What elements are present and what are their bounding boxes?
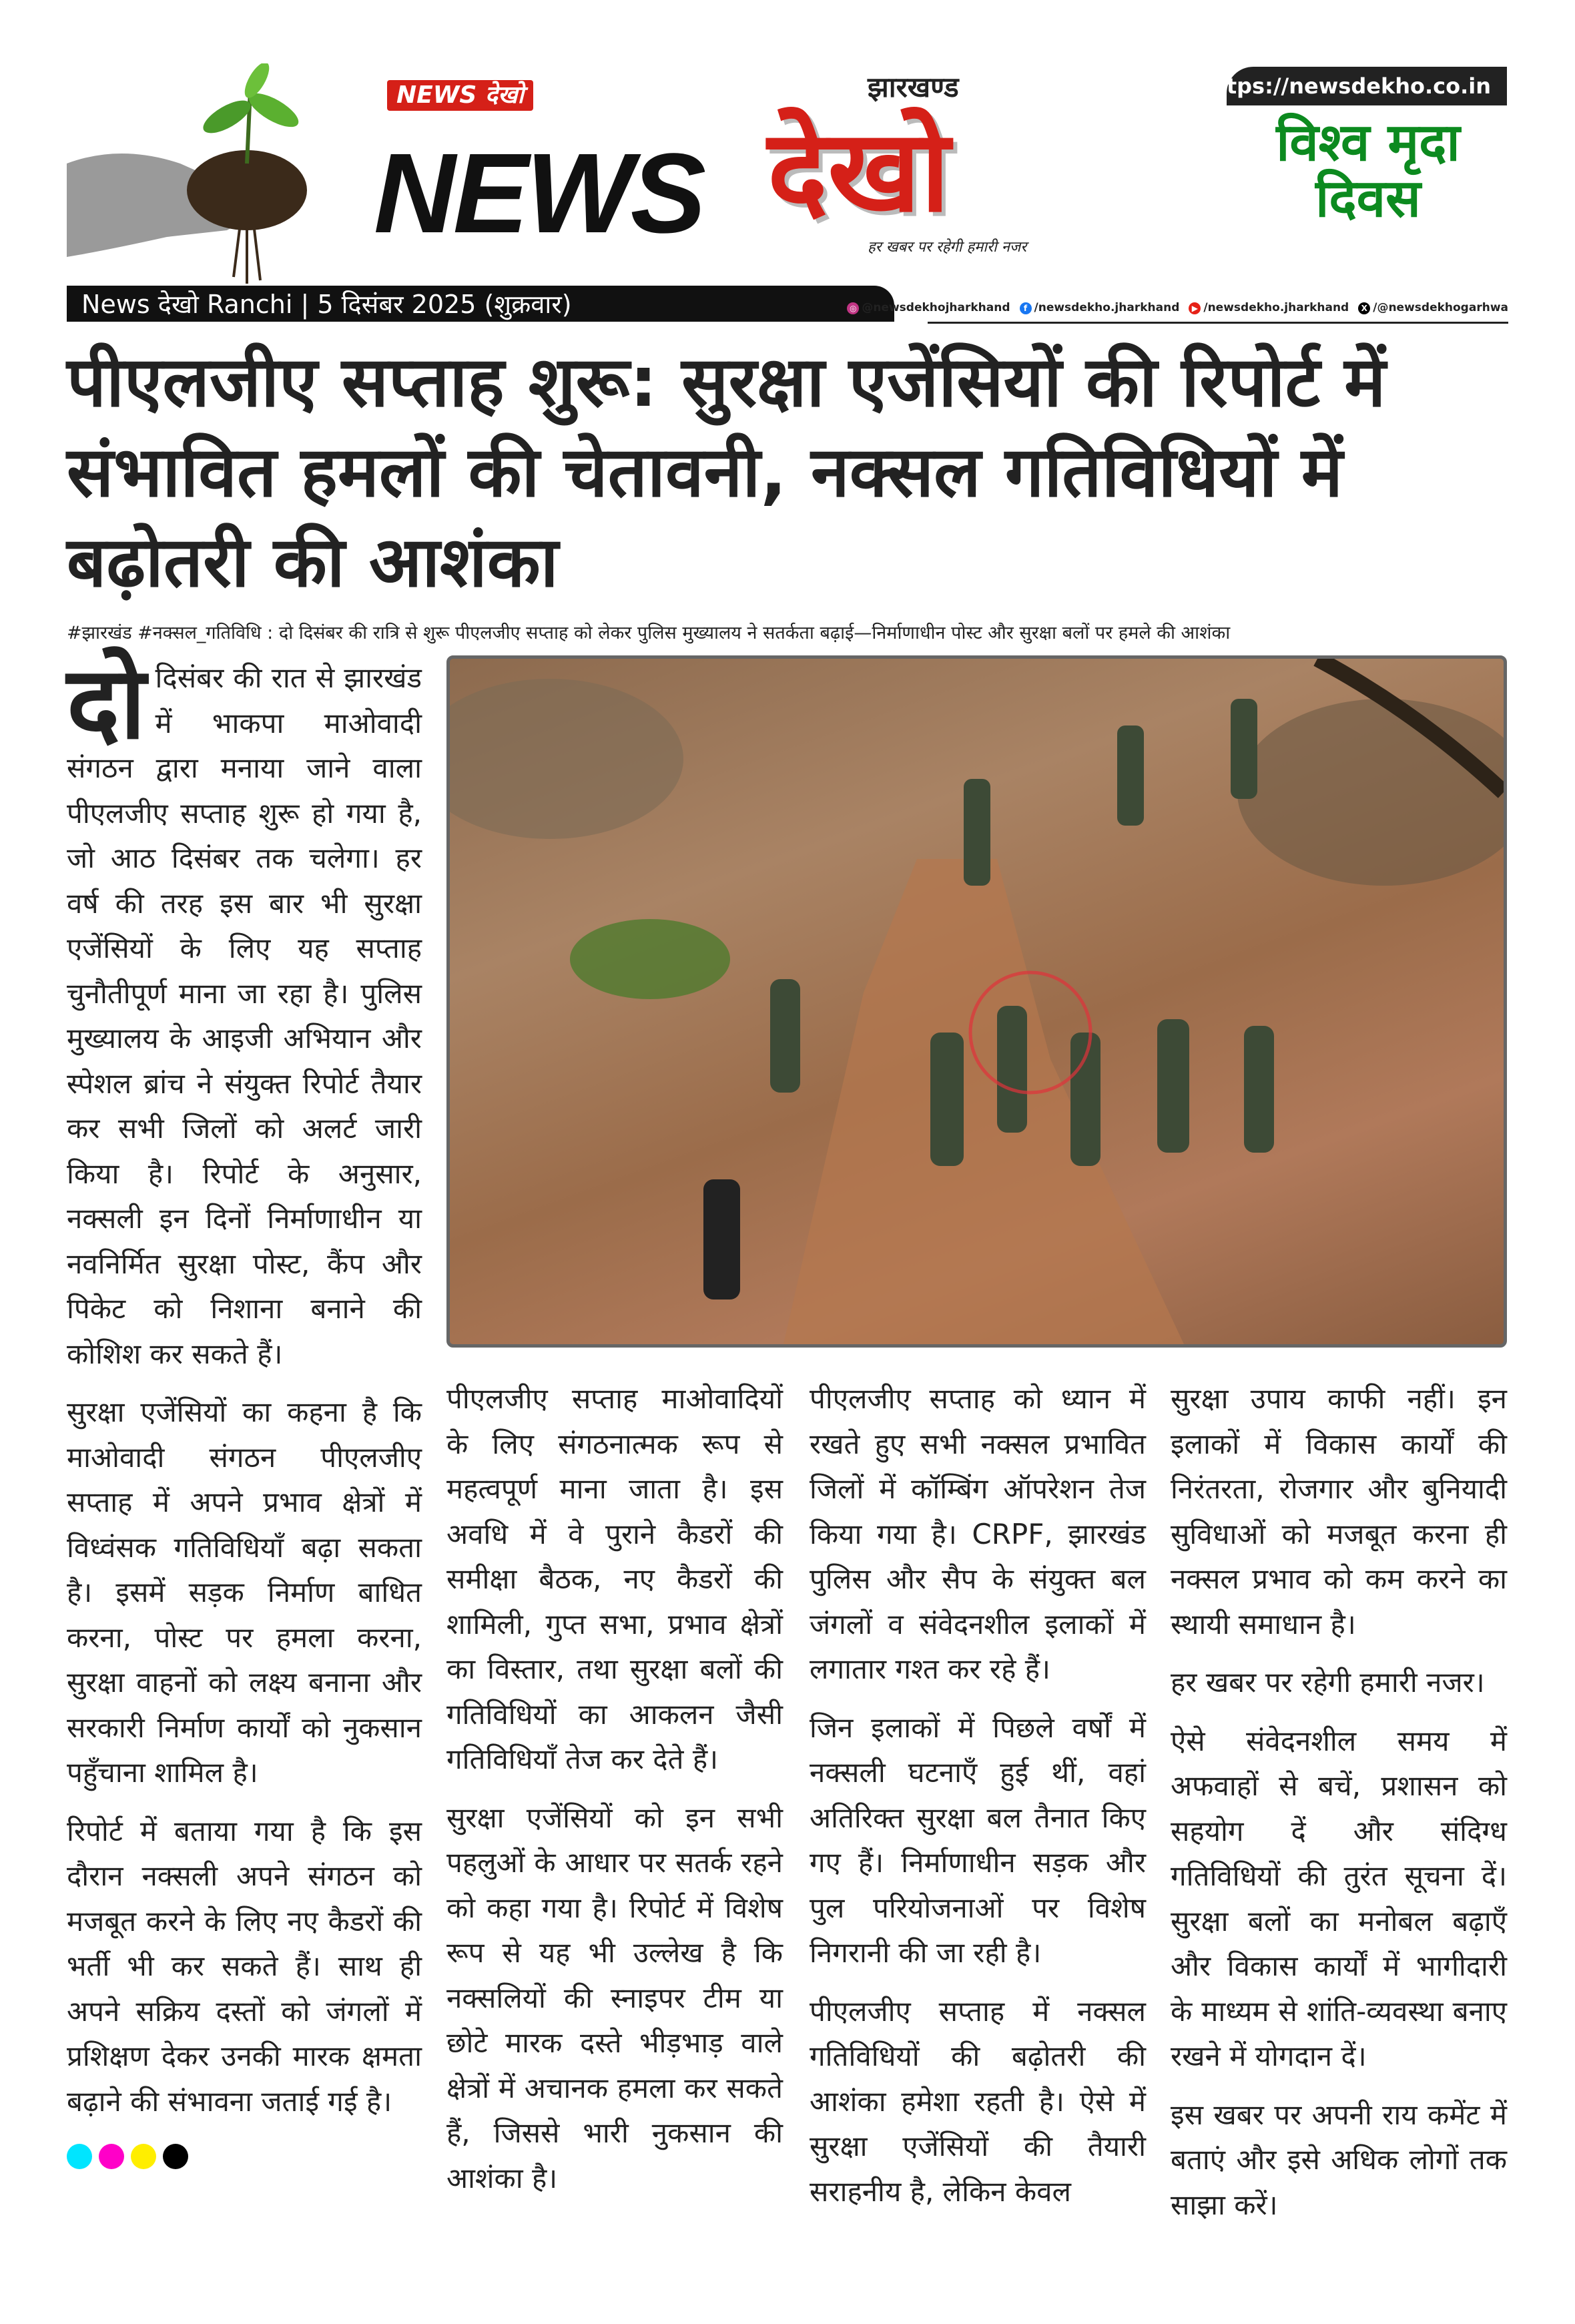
article-paragraph: सुरक्षा एजेंसियों को इन सभी पहलुओं के आधार पर सतर्क रहने को कहा गया है। रिपोर्ट में विशेष रूप से यह भी उल्लेख है कि नक्सलियों की स्नाइपर टीम या छोटे मारक दस्ते भीड़भाड़ वाले क्षेत्रों में अचानक हमला कर सकते हैं, जिससे भारी नुकसान की आशंका है। xyxy=(446,1801,783,2195)
website-url-text[interactable]: https://newsdekho.co.in xyxy=(1201,73,1491,99)
logo-dekho-word: देखो xyxy=(767,105,950,238)
edition-date-text: News देखो Ranchi | 5 दिसंबर 2025 (शुक्रवार) xyxy=(81,290,572,319)
social-x[interactable] xyxy=(1358,299,1508,316)
logo-state-label: झारखण्ड xyxy=(868,71,959,103)
article-paragraph: पीएलजीए सप्ताह को ध्यान में रखते हुए सभी नक्सल प्रभावित जिलों में कॉम्बिंग ऑपरेशन तेज किया गया है। CRPF, झारखंड पुलिस और सैप के संयुक्त बल जंगलों व संवेदनशील इलाकों में लगातार गश्त कर रहे हैं। xyxy=(810,1382,1146,1685)
article-paragraph: रिपोर्ट में बताया गया है कि इस दौरान नक्सली अपने संगठन को मजबूत करने के लिए नए कैडरों की भर्ती भी कर सकते हैं। साथ ही अपने सक्रिय दस्तों को जंगलों में प्रशिक्षण देकर उनकी मारक क्षमता बढ़ाने की संभावना जताई गई है। xyxy=(67,1814,422,2118)
article-column-3 xyxy=(810,1376,1146,2227)
instagram-icon: ◎ xyxy=(847,302,859,314)
social-facebook[interactable] xyxy=(1020,299,1180,316)
logo-small-tag: NEWS देखो xyxy=(387,80,533,111)
cyan-dot xyxy=(67,2144,92,2169)
social-youtube[interactable] xyxy=(1189,299,1349,316)
article-paragraph: ऐसे संवेदनशील समय में अफवाहों से बचें, प्रशासन को सहयोग दें और संदिग्ध गतिविधियों की तुरंत सूचना दें। सुरक्षा बलों का मनोबल बढ़ाएँ और विकास कार्यों में भागीदारी के माध्यम से शांति-व्यवस्था बनाए रखने में योगदान दें। xyxy=(1171,1724,1507,2072)
article-column-2 xyxy=(446,1376,783,2214)
soil-hand-plant-illustration xyxy=(67,63,320,284)
youtube-handle[interactable]: /newsdekho.jharkhand xyxy=(1203,301,1349,314)
facebook-handle[interactable]: /newsdekho.jharkhand xyxy=(1034,301,1180,314)
article-paragraph: सुरक्षा एजेंसियों का कहना है कि माओवादी संगठन पीएलजीए सप्ताह में अपने प्रभाव क्षेत्रों में विध्वंसक गतिविधियाँ बढ़ा सकता है। इसमें सड़क निर्माण बाधित करना, पोस्ट पर हमला करना, सुरक्षा वाहनों को लक्ष्य बनाना और सरकारी निर्माण कार्यों को नुकसान पहुँचाना शामिल है। xyxy=(67,1396,422,1789)
article-column-4 xyxy=(1171,1376,1507,2241)
article-paragraph: सुरक्षा उपाय काफी नहीं। इन इलाकों में विकास कार्यों की निरंतरता, रोजगार और बुनियादी सुविधाओं को मजबूत करना ही नक्सल प्रभाव को कम करने का स्थायी समाधान है। xyxy=(1171,1382,1507,1641)
social-instagram[interactable] xyxy=(847,299,1010,316)
article-headline: पीएलजीए सप्ताह शुरू: सुरक्षा एजेंसियों की रिपोर्ट में संभावित हमलों की चेतावनी, नक्सल गतिविधियों में बढ़ोतरी की आशंका xyxy=(67,341,1386,603)
article-paragraph: हर खबर पर रहेगी हमारी नजर। xyxy=(1171,1666,1485,1699)
article-summary-line: #झारखंड #नक्सल_गतिविधि : दो दिसंबर की रात्रि से शुरू पीएलजीए सप्ताह को लेकर पुलिस मुख्यालय ने सतर्कता बढ़ाई—निर्माणाधीन पोस्ट और सुरक्षा बलों पर हमले की आशंका xyxy=(67,623,1231,643)
article xyxy=(67,337,1508,2324)
logo-news-word: NEWS xyxy=(374,130,703,257)
article-paragraph: इस खबर पर अपनी राय कमेंट में बताएं और इसे अधिक लोगों तक साझा करें। xyxy=(1171,2098,1507,2221)
masthead-divider xyxy=(928,322,1508,324)
black-dot xyxy=(163,2144,188,2169)
edition-date-bar xyxy=(67,286,894,322)
drop-cap: दो xyxy=(67,645,146,762)
logo-slogan: हर खबर पर रहेगी हमारी नजर xyxy=(868,239,1027,256)
article-paragraph: जिन इलाकों में पिछले वर्षों में नक्सली घटनाएँ हुई थीं, वहां अतिरिक्त सुरक्षा बल तैनात किए गए हैं। निर्माणाधीन सड़क और पुल परियोजनाओं पर विशेष निगरानी की जा रही है। xyxy=(810,1711,1146,1969)
x-icon: X xyxy=(1358,302,1370,314)
special-day-banner: विश्व मृदा दिवस xyxy=(1276,113,1460,229)
logo-dekho-block xyxy=(767,70,1201,257)
social-links xyxy=(850,299,1508,316)
article-paragraph: पीएलजीए सप्ताह माओवादियों के लिए संगठनात्मक रूप से महत्वपूर्ण माना जाता है। इस अवधि में वे पुराने कैडरों की समीक्षा बैठक, नए कैडरों की शामिली, गुप्त सभा, प्रभाव क्षेत्रों का विस्तार, तथा सुरक्षा बलों की गतिविधियों का आकलन जैसी गतिविधियाँ तेज कर देते हैं। xyxy=(446,1382,783,1775)
article-photo-security-forces-patrol xyxy=(446,655,1507,1348)
paragraph-text: दिसंबर की रात से झारखंड में भाकपा माओवादी संगठन द्वारा मनाया जाने वाला पीएलजीए सप्ताह शुरू हो गया है, जो आठ दिसंबर तक चलेगा। हर वर्ष की तरह इस बार भी सुरक्षा एजेंसियों के लिए यह सप्ताह चुनौतीपूर्ण माना जा रहा है। पुलिस मुख्यालय के आइजी अभियान और स्पेशल ब्रांच ने संयुक्त रिपोर्ट तैयार कर सभी जिलों को अलर्ट जारी किया है। रिपोर्ट के अनुसार, नक्सली इन दिनों निर्माणाधीन या नवनिर्मित सुरक्षा पोस्ट, कैंप और पिकेट को निशाना बनाने की कोशिश कर सकते हैं। xyxy=(67,661,422,1370)
instagram-handle[interactable]: @newsdekhojharkhand xyxy=(862,301,1010,314)
x-handle[interactable]: /@newsdekhogarhwa xyxy=(1373,301,1508,314)
article-body xyxy=(67,645,1508,2324)
print-registration-marks xyxy=(67,2144,422,2169)
youtube-icon: ▶ xyxy=(1189,302,1201,314)
magenta-dot xyxy=(99,2144,124,2169)
yellow-dot xyxy=(131,2144,156,2169)
article-paragraph xyxy=(67,645,422,1376)
article-column-1 xyxy=(67,645,422,2169)
website-url[interactable] xyxy=(1201,67,1507,105)
facebook-icon: f xyxy=(1020,302,1032,314)
article-paragraph: पीएलजीए सप्ताह में नक्सल गतिविधियों की बढ़ोतरी की आशंका हमेशा रहती है। ऐसे में सुरक्षा एजेंसियों की तैयारी सराहनीय है, लेकिन केवल xyxy=(810,1994,1146,2208)
